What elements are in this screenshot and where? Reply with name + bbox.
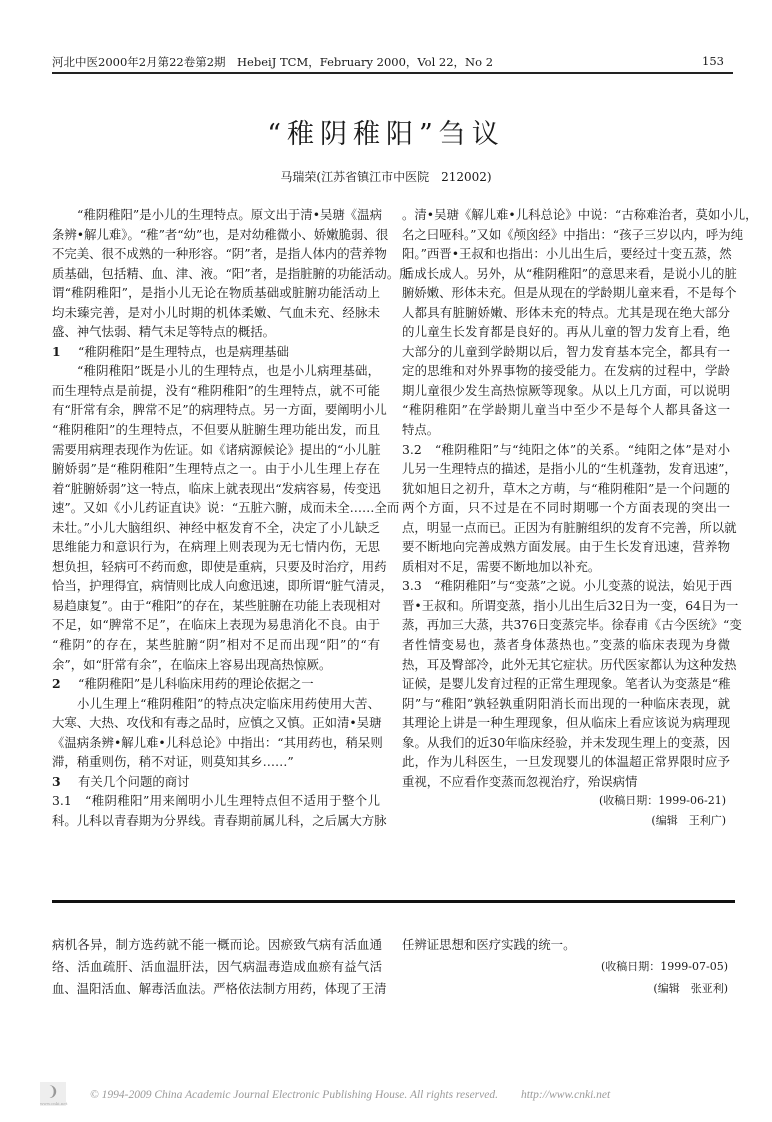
receipt-note: (编辑 张亚利) <box>653 982 728 995</box>
text-line: 要不断地向完善成熟方面发展。由于生长发育迅速，营养物 <box>402 539 730 555</box>
text-line: 不足，如“脾常不足”，在临床上表现为易患消化不良。由于 <box>52 617 380 633</box>
receipt-note: (收稿日期：1999-06-21) <box>598 794 726 808</box>
author-affiliation: 马瑞荣(江苏省镇江市中医院 212002) <box>280 170 492 184</box>
text-line: 速”。又如《小儿药证直诀》说：“五脏六腑，成而未全……全而 <box>52 500 400 516</box>
text-line: 血、温阳活血、解毒活血法。严格依法制方用药，体现了王清 <box>52 981 387 996</box>
text-line: 腑娇弱”是“稚阴稚阳”生理特点之一。由于小儿生理上存在 <box>52 461 380 477</box>
text-line: 热，耳及臀部冷，此外无其它症状。历代医家都认为这种发热 <box>402 656 737 672</box>
text-line: “稚阴”的存在，某些脏腑“阴”相对不足而出现“阳”的“有 <box>52 637 380 653</box>
text-line: 儿另一生理特点的描述，是指小儿的“生机蓬勃，发育迅速”， <box>402 461 737 477</box>
text-line: 任辨证思想和医疗实践的统一。 <box>402 937 576 952</box>
text-line: “稚阴稚阳”是小儿的生理特点。原文出于清•吴瑭《温病 <box>77 207 382 222</box>
text-line: 3.2 “稚阴稚阳”与“纯阳之体”的关系。“纯阳之体”是对小 <box>402 441 730 457</box>
text-line: 恰当，护理得宜，病情则比成人向愈迅速，即所谓“脏气清灵， <box>52 578 393 594</box>
text-line: 而生理特点是前提，没有“稚阴稚阳”的生理特点，就不可能 <box>52 382 380 398</box>
text-line: 需要用病理表现作为佐证。如《诸病源候论》提出的“小儿脏 <box>52 441 381 457</box>
text-line: 犹如旭日之初升，草木之方萌，与“稚阴稚阳”是一个问题的 <box>402 480 730 496</box>
text-line: 质相对不足，需要不断地加以补充。 <box>402 558 601 574</box>
text-line: 者性情变易也，蒸者身体蒸热也。”变蒸的临床表现为身微 <box>402 637 730 653</box>
text-line: 的儿童生长发育都是良好的。再从儿童的智力发育上看，绝 <box>402 324 730 340</box>
copyright-footer: © 1994-2009 China Academic Journal Electronic Publishing House. All rights reserved. http://www.cnki.net <box>90 1089 611 1101</box>
text-line: 络、活血疏肝、活血温肝法，因气病温毒造成血瘀有益气活 <box>52 959 382 974</box>
receipt-note: (收稿日期：1999-07-05) <box>600 960 728 973</box>
text-line: “稚阴稚阳”既是小儿的生理特点，也是小儿病理基础， <box>77 363 380 379</box>
text-line: 不完美、很不成熟的一种形容。“阴”者，是指人体内的营养物 <box>52 246 387 262</box>
journal-info: 河北中医2000年2月第22卷第2期 HebeiJ TCM，February 2000，Vol 22，No 2 <box>52 55 494 69</box>
text-line: 腑娇嫩、形体未充。但是从现在的学龄期儿童来看，不是每个 <box>402 285 737 301</box>
text-line: 此，作为儿科医生，一旦发现婴儿的体温超正常界限时应予 <box>402 754 730 770</box>
text-line: 谓“稚阴稚阳”，是指小儿无论在物质基础或脏腑功能活动上 <box>52 285 380 301</box>
text-line: 小儿生理上“稚阴稚阳”的特点决定临床用药使用大苦、 <box>77 695 380 711</box>
cnki-logo: ❩ www.cnki.net <box>40 1084 68 1106</box>
text-line: 质基础，包括精、血、津、液。“阳”者，是指脏腑的功能活动。所 <box>52 265 412 281</box>
text-line: 蒸，再加三大蒸，共376日变蒸完毕。徐春甫《古今医统》“变 <box>402 617 742 633</box>
section-number: 2 <box>52 676 61 692</box>
text-line: 滞，稍重则伤，稍不对证，则莫知其乡……” <box>52 754 294 770</box>
text-line: 。清•吴瑭《解儿难•儿科总论》中说：“古称难治者，莫如小儿， <box>402 207 758 222</box>
text-line: 大寒、大热、攻伐和有毒之品时，应慎之又慎。正如清•吴瑭 <box>52 715 382 731</box>
text-line: 均未臻完善，是对小儿时期的机体柔嫩、气血未充、经脉未 <box>52 304 380 320</box>
text-line: 人都具有脏腑娇嫩、形体未充的特点。尤其是现在绝大部分 <box>402 304 730 320</box>
text-line: 3.3 “稚阴稚阳”与“变蒸”之说。小儿变蒸的说法，始见于西 <box>402 578 733 594</box>
text-line: 科。儿科以青春期为分界线。青春期前属儿科，之后属大方脉 <box>52 812 387 828</box>
text-line: 易趋康复”。由于“稚阳”的存在，某些脏腑在功能上表现相对 <box>52 597 381 613</box>
section-divider <box>52 900 735 903</box>
text-line: 病机各异，制方选药就不能一概而论。因瘀致气病有活血通 <box>52 937 382 952</box>
text-line: 盛、神气怯弱、精气未足等特点的概括。 <box>52 324 276 340</box>
text-line: 后成长成人。另外，从“稚阴稚阳”的意思来看，是说小儿的脏 <box>402 265 737 281</box>
logo-text: www.cnki.net <box>40 1101 68 1106</box>
text-line: 象。从我们的近30年临床经验，并未发现生理上的变蒸，因 <box>402 734 730 750</box>
section-number: 3 <box>52 773 61 789</box>
text-line: 晋•王叔和。所谓变蒸，指小儿出生后32日为一变，64日为一 <box>402 597 739 613</box>
text-line: 思维能力和意识行为，在病理上则表现为无七情内伤，无思 <box>52 539 380 555</box>
left-column <box>52 205 412 831</box>
bottom-right-column <box>402 934 732 1000</box>
section-heading-text: “稚阴稚阳”是儿科临床用药的理论依据之一 <box>78 676 314 692</box>
section-heading-text: “稚阴稚阳”是生理特点，也是病理基础 <box>78 343 289 359</box>
text-line: 重视，不应看作变蒸而忽视治疗，殆误病情 <box>402 773 638 789</box>
page-number: 153 <box>702 54 724 68</box>
section-heading <box>52 772 380 792</box>
section-heading <box>52 342 380 362</box>
text-line: 余”，如“肝常有余”，在临床上容易出现高热惊厥。 <box>52 656 332 672</box>
section-heading <box>52 674 380 694</box>
text-line: “稚阴稚阳”的生理特点，不但要从脏腑生理功能出发，而且 <box>52 422 380 438</box>
text-line: 《温病条辨•解儿难•儿科总论》中指出：“其用药也，稍呆则 <box>52 734 383 750</box>
text-line: 未壮。”小儿大脑组织、神经中枢发育不全，决定了小儿缺乏 <box>52 519 380 535</box>
text-line: 阳。”西晋•王叔和也指出：小儿出生后，要经过十变五蒸，然 <box>402 246 732 262</box>
text-line: 条辨•解儿难》。“稚”者“幼”也，是对幼稚微小、娇嫩脆弱、很 <box>52 226 389 242</box>
right-column <box>402 205 758 831</box>
text-line: 点，明显一点而已。正因为有脏腑组织的发育不完善，所以就 <box>402 519 737 535</box>
text-line: 3.1 “稚阴稚阳”用来阐明小儿生理特点但不适用于整个儿 <box>52 793 380 809</box>
text-line: 想负担，轻病可不药而愈，即使是重病，只要及时治疗，用药 <box>52 558 387 574</box>
text-line: 名之曰哑科。”又如《颅囟经》中指出：“孩子三岁以内，呼为纯 <box>402 226 744 242</box>
text-line: 特点。 <box>402 422 440 438</box>
text-line: 阴”与“稚阳”孰轻孰重阴阳消长而出现的一种临床表现，就 <box>402 695 730 711</box>
text-line: 期儿童很少发生高热惊厥等现象。从以上几方面，可以说明 <box>402 382 730 398</box>
header-rule <box>52 72 733 74</box>
text-line: 两个方面，只不过是在不同时期哪一个方面表现的突出一 <box>402 500 730 516</box>
text-line: 证候，是婴儿发育过程的正常生理现象。笔者认为变蒸是“稚 <box>402 676 731 692</box>
text-line: 其理论上讲是一种生理现象，但从临床上看应该说为病理现 <box>402 715 730 731</box>
bottom-left-column <box>52 934 387 1000</box>
section-heading-text: 有关几个问题的商讨 <box>78 773 190 789</box>
running-header <box>52 54 724 70</box>
article-title: “稚阴稚阳”刍议 <box>267 119 505 150</box>
section-number: 1 <box>52 343 61 359</box>
text-line: 大部分的儿童到学龄期以后，智力发育基本完全，都具有一 <box>402 343 730 359</box>
text-line: 定的思维和对外界事物的接受能力。在发病的过程中，学龄 <box>402 363 730 379</box>
text-line: 有“肝常有余，脾常不足”的病理特点。另一方面，要阐明小儿 <box>52 402 387 418</box>
receipt-note: (编辑 王利广) <box>651 813 726 827</box>
text-line: 着“脏腑娇弱”这一特点，临床上就表现出“发病容易，传变迅 <box>52 480 381 496</box>
text-line: “稚阴稚阳”在学龄期儿童当中至少不是每个人都具备这一 <box>402 402 730 418</box>
